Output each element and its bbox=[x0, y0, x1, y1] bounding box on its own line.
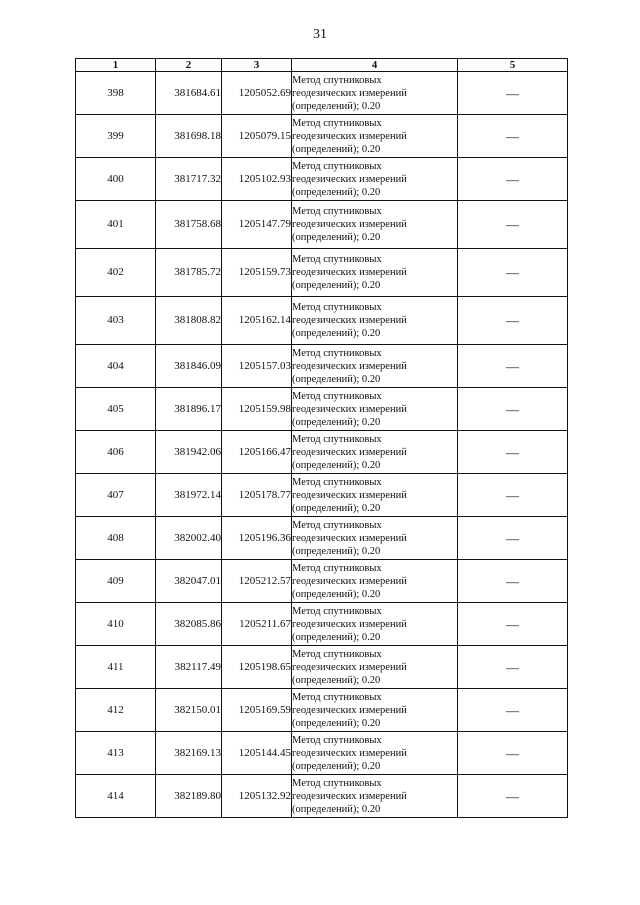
x-coordinate-cell: 381698.18 bbox=[156, 115, 222, 158]
table-body bbox=[76, 72, 568, 818]
column-header-3: 3 bbox=[222, 59, 292, 72]
method-line: Метод спутниковых bbox=[292, 777, 382, 789]
method-line: Метод спутниковых bbox=[292, 254, 382, 265]
x-coordinate-cell: 381758.68 bbox=[156, 201, 222, 249]
method-line: Метод спутниковых bbox=[292, 476, 382, 488]
x-coordinate-cell: 381942.06 bbox=[156, 431, 222, 474]
method-line: (определений); 0.20 bbox=[292, 803, 381, 815]
x-coordinate-cell: 382150.01 bbox=[156, 689, 222, 732]
method-line: (определений); 0.20 bbox=[292, 143, 381, 155]
method-cell bbox=[292, 115, 458, 158]
point-number-cell: 411 bbox=[76, 646, 156, 689]
x-coordinate-cell: 382002.40 bbox=[156, 517, 222, 560]
point-number-cell: 408 bbox=[76, 517, 156, 560]
method-cell bbox=[292, 560, 458, 603]
table-row bbox=[76, 158, 568, 201]
point-number-cell: 406 bbox=[76, 431, 156, 474]
method-line: геодезических измерений bbox=[292, 130, 407, 142]
column-5-cell: — bbox=[458, 345, 568, 388]
method-line: (определений); 0.20 bbox=[292, 328, 381, 339]
method-line: геодезических измерений bbox=[292, 618, 407, 630]
method-cell bbox=[292, 732, 458, 775]
y-coordinate-cell: 1205212.57 bbox=[222, 560, 292, 603]
page-number: 31 bbox=[313, 27, 327, 42]
method-line: (определений); 0.20 bbox=[292, 373, 381, 385]
column-5-cell: — bbox=[458, 646, 568, 689]
method-cell bbox=[292, 388, 458, 431]
method-line: Метод спутниковых bbox=[292, 160, 382, 172]
y-coordinate-cell: 1205169.59 bbox=[222, 689, 292, 732]
method-cell bbox=[292, 297, 458, 345]
table-row bbox=[76, 517, 568, 560]
method-line: (определений); 0.20 bbox=[292, 232, 381, 243]
table-row bbox=[76, 72, 568, 115]
column-5-cell: — bbox=[458, 603, 568, 646]
column-5-cell: — bbox=[458, 249, 568, 297]
x-coordinate-cell: 382189.80 bbox=[156, 775, 222, 818]
method-cell bbox=[292, 249, 458, 297]
y-coordinate-cell: 1205052.69 bbox=[222, 72, 292, 115]
table-header-row bbox=[76, 59, 568, 72]
method-line: Метод спутниковых bbox=[292, 519, 382, 531]
method-cell bbox=[292, 646, 458, 689]
x-coordinate-cell: 381684.61 bbox=[156, 72, 222, 115]
method-line: (определений); 0.20 bbox=[292, 545, 381, 557]
y-coordinate-cell: 1205162.14 bbox=[222, 297, 292, 345]
point-number-cell: 402 bbox=[76, 249, 156, 297]
method-line: (определений); 0.20 bbox=[292, 588, 381, 600]
method-cell bbox=[292, 72, 458, 115]
method-line: геодезических измерений bbox=[292, 704, 407, 716]
method-line: геодезических измерений bbox=[292, 532, 407, 544]
method-line: Метод спутниковых bbox=[292, 206, 382, 217]
x-coordinate-cell: 381785.72 bbox=[156, 249, 222, 297]
method-line: геодезических измерений bbox=[292, 315, 407, 326]
y-coordinate-cell: 1205102.93 bbox=[222, 158, 292, 201]
point-number-cell: 405 bbox=[76, 388, 156, 431]
column-5-cell: — bbox=[458, 297, 568, 345]
method-line: (определений); 0.20 bbox=[292, 502, 381, 514]
method-line: (определений); 0.20 bbox=[292, 280, 381, 291]
method-line: Метод спутниковых bbox=[292, 74, 382, 86]
point-number-cell: 414 bbox=[76, 775, 156, 818]
method-cell bbox=[292, 517, 458, 560]
column-header-2: 2 bbox=[156, 59, 222, 72]
point-number-cell: 404 bbox=[76, 345, 156, 388]
x-coordinate-cell: 381808.82 bbox=[156, 297, 222, 345]
table-row bbox=[76, 201, 568, 249]
method-line: геодезических измерений bbox=[292, 403, 407, 415]
method-line: (определений); 0.20 bbox=[292, 459, 381, 471]
method-cell bbox=[292, 689, 458, 732]
column-5-cell: — bbox=[458, 158, 568, 201]
method-cell bbox=[292, 603, 458, 646]
table-row bbox=[76, 388, 568, 431]
method-line: (определений); 0.20 bbox=[292, 674, 381, 686]
method-cell bbox=[292, 431, 458, 474]
x-coordinate-cell: 381717.32 bbox=[156, 158, 222, 201]
point-number-cell: 410 bbox=[76, 603, 156, 646]
method-line: геодезических измерений bbox=[292, 267, 407, 278]
x-coordinate-cell: 382047.01 bbox=[156, 560, 222, 603]
point-number-cell: 412 bbox=[76, 689, 156, 732]
method-line: геодезических измерений bbox=[292, 489, 407, 501]
point-number-cell: 399 bbox=[76, 115, 156, 158]
column-5-cell: — bbox=[458, 517, 568, 560]
method-line: Метод спутниковых bbox=[292, 302, 382, 313]
table-row bbox=[76, 115, 568, 158]
y-coordinate-cell: 1205198.65 bbox=[222, 646, 292, 689]
table-row bbox=[76, 474, 568, 517]
table-row bbox=[76, 249, 568, 297]
method-line: Метод спутниковых bbox=[292, 562, 382, 574]
table-row bbox=[76, 345, 568, 388]
method-line: Метод спутниковых bbox=[292, 648, 382, 660]
method-cell bbox=[292, 775, 458, 818]
method-line: геодезических измерений bbox=[292, 173, 407, 185]
column-header-4: 4 bbox=[292, 59, 458, 72]
point-number-cell: 400 bbox=[76, 158, 156, 201]
column-5-cell: — bbox=[458, 474, 568, 517]
column-5-cell: — bbox=[458, 201, 568, 249]
method-line: Метод спутниковых bbox=[292, 347, 382, 359]
point-number-cell: 407 bbox=[76, 474, 156, 517]
x-coordinate-cell: 381972.14 bbox=[156, 474, 222, 517]
method-line: геодезических измерений bbox=[292, 790, 407, 802]
column-header-5: 5 bbox=[458, 59, 568, 72]
method-line: геодезических измерений bbox=[292, 87, 407, 99]
method-line: геодезических измерений bbox=[292, 575, 407, 587]
point-number-cell: 403 bbox=[76, 297, 156, 345]
method-line: Метод спутниковых bbox=[292, 117, 382, 129]
method-line: геодезических измерений bbox=[292, 360, 407, 372]
method-line: (определений); 0.20 bbox=[292, 760, 381, 772]
y-coordinate-cell: 1205178.77 bbox=[222, 474, 292, 517]
method-line: Метод спутниковых bbox=[292, 734, 382, 746]
y-coordinate-cell: 1205144.45 bbox=[222, 732, 292, 775]
column-5-cell: — bbox=[458, 72, 568, 115]
column-5-cell: — bbox=[458, 388, 568, 431]
table-row bbox=[76, 732, 568, 775]
table-row bbox=[76, 775, 568, 818]
table-row bbox=[76, 689, 568, 732]
y-coordinate-cell: 1205147.79 bbox=[222, 201, 292, 249]
method-line: геодезических измерений bbox=[292, 747, 407, 759]
method-cell bbox=[292, 474, 458, 517]
table-row bbox=[76, 297, 568, 345]
method-cell bbox=[292, 201, 458, 249]
table-row bbox=[76, 560, 568, 603]
x-coordinate-cell: 381846.09 bbox=[156, 345, 222, 388]
column-5-cell: — bbox=[458, 560, 568, 603]
point-number-cell: 409 bbox=[76, 560, 156, 603]
x-coordinate-cell: 382117.49 bbox=[156, 646, 222, 689]
method-line: Метод спутниковых bbox=[292, 390, 382, 402]
x-coordinate-cell: 382085.86 bbox=[156, 603, 222, 646]
method-line: (определений); 0.20 bbox=[292, 186, 381, 198]
column-header-1: 1 bbox=[76, 59, 156, 72]
column-5-cell: — bbox=[458, 431, 568, 474]
x-coordinate-cell: 382169.13 bbox=[156, 732, 222, 775]
method-line: Метод спутниковых bbox=[292, 691, 382, 703]
y-coordinate-cell: 1205157.03 bbox=[222, 345, 292, 388]
method-line: (определений); 0.20 bbox=[292, 631, 381, 643]
column-5-cell: — bbox=[458, 775, 568, 818]
column-5-cell: — bbox=[458, 115, 568, 158]
method-line: (определений); 0.20 bbox=[292, 416, 381, 428]
method-line: (определений); 0.20 bbox=[292, 100, 381, 112]
point-number-cell: 398 bbox=[76, 72, 156, 115]
point-number-cell: 413 bbox=[76, 732, 156, 775]
y-coordinate-cell: 1205079.15 bbox=[222, 115, 292, 158]
point-number-cell: 401 bbox=[76, 201, 156, 249]
method-line: геодезических измерений bbox=[292, 661, 407, 673]
method-cell bbox=[292, 158, 458, 201]
method-line: Метод спутниковых bbox=[292, 433, 382, 445]
table-row bbox=[76, 603, 568, 646]
coordinates-table bbox=[75, 58, 568, 818]
method-line: Метод спутниковых bbox=[292, 605, 382, 617]
method-line: геодезических измерений bbox=[292, 219, 407, 230]
y-coordinate-cell: 1205132.92 bbox=[222, 775, 292, 818]
method-line: геодезических измерений bbox=[292, 446, 407, 458]
y-coordinate-cell: 1205166.47 bbox=[222, 431, 292, 474]
table-row bbox=[76, 646, 568, 689]
column-5-cell: — bbox=[458, 732, 568, 775]
y-coordinate-cell: 1205159.98 bbox=[222, 388, 292, 431]
y-coordinate-cell: 1205196.36 bbox=[222, 517, 292, 560]
x-coordinate-cell: 381896.17 bbox=[156, 388, 222, 431]
y-coordinate-cell: 1205159.73 bbox=[222, 249, 292, 297]
method-cell bbox=[292, 345, 458, 388]
y-coordinate-cell: 1205211.67 bbox=[222, 603, 292, 646]
column-5-cell: — bbox=[458, 689, 568, 732]
table-row bbox=[76, 431, 568, 474]
method-line: (определений); 0.20 bbox=[292, 717, 381, 729]
